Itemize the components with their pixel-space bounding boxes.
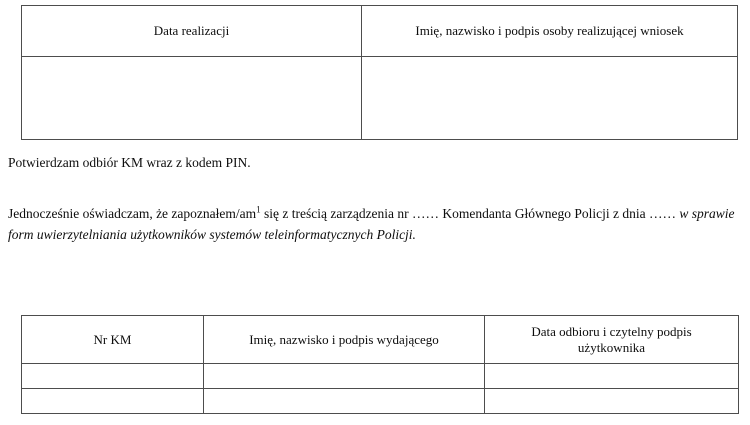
cell-nr-km-value[interactable] bbox=[22, 364, 204, 389]
declaration-text-part1: Jednocześnie oświadczam, że zapoznałem/am bbox=[8, 206, 257, 221]
cell-data-realizacji-value[interactable] bbox=[22, 57, 362, 140]
header-cell-imie-nazwisko-wydajacego bbox=[204, 316, 485, 364]
header-label-data-odbioru-line2: użytkownika bbox=[577, 339, 646, 355]
header-cell-data-odbioru bbox=[485, 316, 739, 364]
paragraph-declaration bbox=[8, 203, 744, 245]
table-header-row bbox=[22, 6, 738, 57]
header-cell-nr-km bbox=[22, 316, 204, 364]
table-header-row bbox=[22, 316, 739, 364]
table-row bbox=[22, 57, 738, 140]
cell-wydajacy-value[interactable] bbox=[204, 364, 485, 389]
cell-imie-nazwisko-podpis-value[interactable] bbox=[362, 57, 738, 140]
cell-odbior-value[interactable] bbox=[485, 389, 739, 414]
header-label-imie-nazwisko-wydajacego: Imię, nazwisko i podpis wydającego bbox=[249, 331, 439, 347]
confirmation-text: Potwierdzam odbiór KM wraz z kodem PIN. bbox=[8, 155, 251, 170]
cell-odbior-value[interactable] bbox=[485, 364, 739, 389]
header-label-imie-nazwisko-podpis: Imię, nazwisko i podpis osoby realizującej wniosek bbox=[415, 23, 684, 39]
declaration-text-italic: w sprawie form uwierzytelniania użytkowników systemów teleinformatycznych Policji. bbox=[8, 206, 735, 242]
table-row bbox=[22, 364, 739, 389]
header-label-data-realizacji: Data realizacji bbox=[153, 23, 230, 39]
header-cell-imie-nazwisko-podpis bbox=[362, 6, 738, 57]
realization-table bbox=[21, 5, 738, 140]
cell-nr-km-value[interactable] bbox=[22, 389, 204, 414]
declaration-text-part2: się z treścią zarządzenia nr …… Komendanta Głównego Policji z dnia …… bbox=[260, 206, 680, 221]
cell-wydajacy-value[interactable] bbox=[204, 389, 485, 414]
header-cell-data-realizacji bbox=[22, 6, 362, 57]
km-receipt-table bbox=[21, 315, 739, 414]
header-label-nr-km: Nr KM bbox=[93, 331, 132, 347]
table-row bbox=[22, 389, 739, 414]
footnote-marker: 1 bbox=[256, 204, 261, 215]
header-label-data-odbioru-line1: Data odbioru i czytelny podpis bbox=[531, 324, 692, 340]
paragraph-confirmation bbox=[8, 152, 251, 173]
